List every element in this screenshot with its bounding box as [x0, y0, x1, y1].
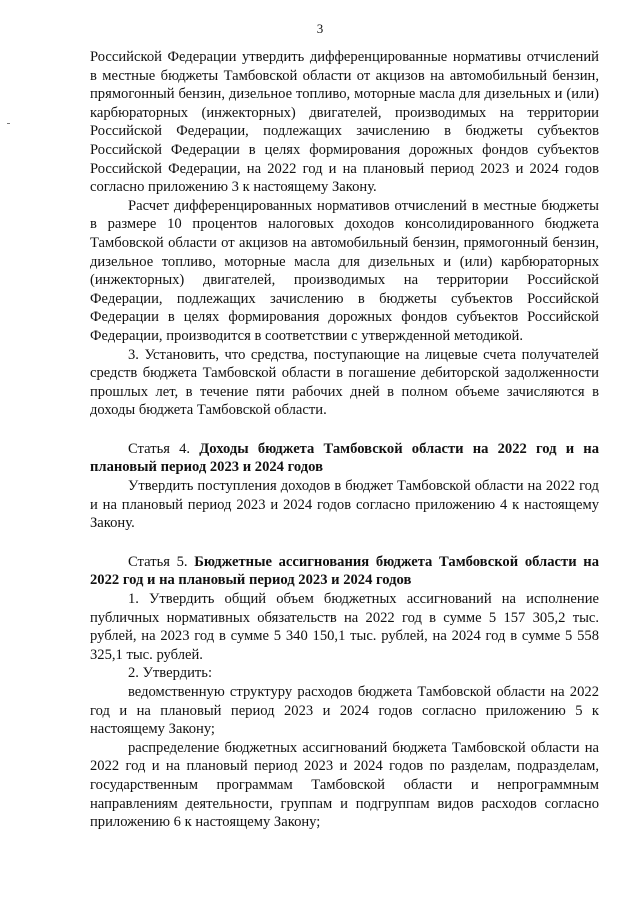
- article5-heading: [90, 553, 599, 590]
- intro-paragraph: Российской Федерации утвердить дифференцированные нормативы отчислений в местные бюджеты Тамбовской области от акцизов на автомобильный бензин, прямогонный бензин, дизельное топливо, моторные масла для дизельных и (или) карбюраторных (инжекторных) двигателей, производимых на территории Российской Федерации, подлежащих зачислению в бюджеты субъектов Российской Федерации в целях формирования дорожных фондов субъектов Российской Федерации, на 2022 год и на плановый период 2023 и 2024 годов согласно приложению 3 к настоящему Закону.: [90, 49, 599, 196]
- article4-text: Утвердить поступления доходов в бюджет Тамбовской области на 2022 год и на плановый период 2023 и 2024 годов согласно приложению 4 к настоящему Закону.: [90, 478, 599, 532]
- article5-title: Бюджетные ассигнования бюджета Тамбовской области на 2022 год и на плановый период 2023 и 2024 годов: [90, 553, 599, 589]
- article5-label: Статья 5.: [128, 553, 188, 570]
- article5-item2-b: распределение бюджетных ассигнований бюджета Тамбовской области на 2022 год и на плановый период 2023 и 2024 годов по разделам, подразделам, государственным программам Тамбовской области и непрограммным направлениям деятельности, группам и подгруппам видов расходов согласно приложению 6 к настоящему Закону;: [90, 739, 599, 831]
- article4-title: Доходы бюджета Тамбовской области на 2022 год и на плановый период 2023 и 2024 годов: [90, 440, 599, 476]
- margin-mark: [7, 123, 10, 124]
- spacer: [90, 533, 599, 553]
- article4-label: Статья 4.: [128, 440, 191, 457]
- item3-paragraph: 3. Установить, что средства, поступающие на лицевые счета получателей средств бюджета Тамбовской области в погашение дебиторской задолженности прошлых лет, в течение пяти рабочих дней в полном объеме зачисляются в доходы бюджета Тамбовской области.: [90, 346, 599, 419]
- spacer: [90, 420, 599, 440]
- page-number: 3: [316, 21, 324, 36]
- article4-heading: [90, 440, 599, 477]
- calculation-paragraph: Расчет дифференцированных нормативов отчислений в местные бюджеты в размере 10 процентов налоговых доходов консолидированного бюджета Тамбовской области от акцизов на автомобильный бензин, прямогонный бензин, дизельное топливо, моторные масла для дизельных и (или) карбюраторных (инжекторных) двигателей, производимых на территории Российской Федерации, подлежащих зачислению в бюджеты субъектов Российской Федерации в целях формирования дорожных фондов субъектов Российской Федерации, производится в соответствии с утвержденной методикой.: [90, 197, 599, 344]
- article5-item2-a: ведомственную структуру расходов бюджета Тамбовской области на 2022 год и на плановый период 2023 и 2024 годов согласно приложению 5 к настоящему Закону;: [90, 684, 599, 738]
- article5-item1: 1. Утвердить общий объем бюджетных ассигнований на исполнение публичных нормативных обязательств на 2022 год в сумме 5 157 305,2 тыс. рублей, на 2023 год в сумме 5 340 150,1 тыс. рублей, на 2024 год в сумме 5 558 325,1 тыс. рублей.: [90, 591, 599, 663]
- article5-item2: 2. Утвердить:: [128, 665, 213, 682]
- document-body: [90, 48, 599, 832]
